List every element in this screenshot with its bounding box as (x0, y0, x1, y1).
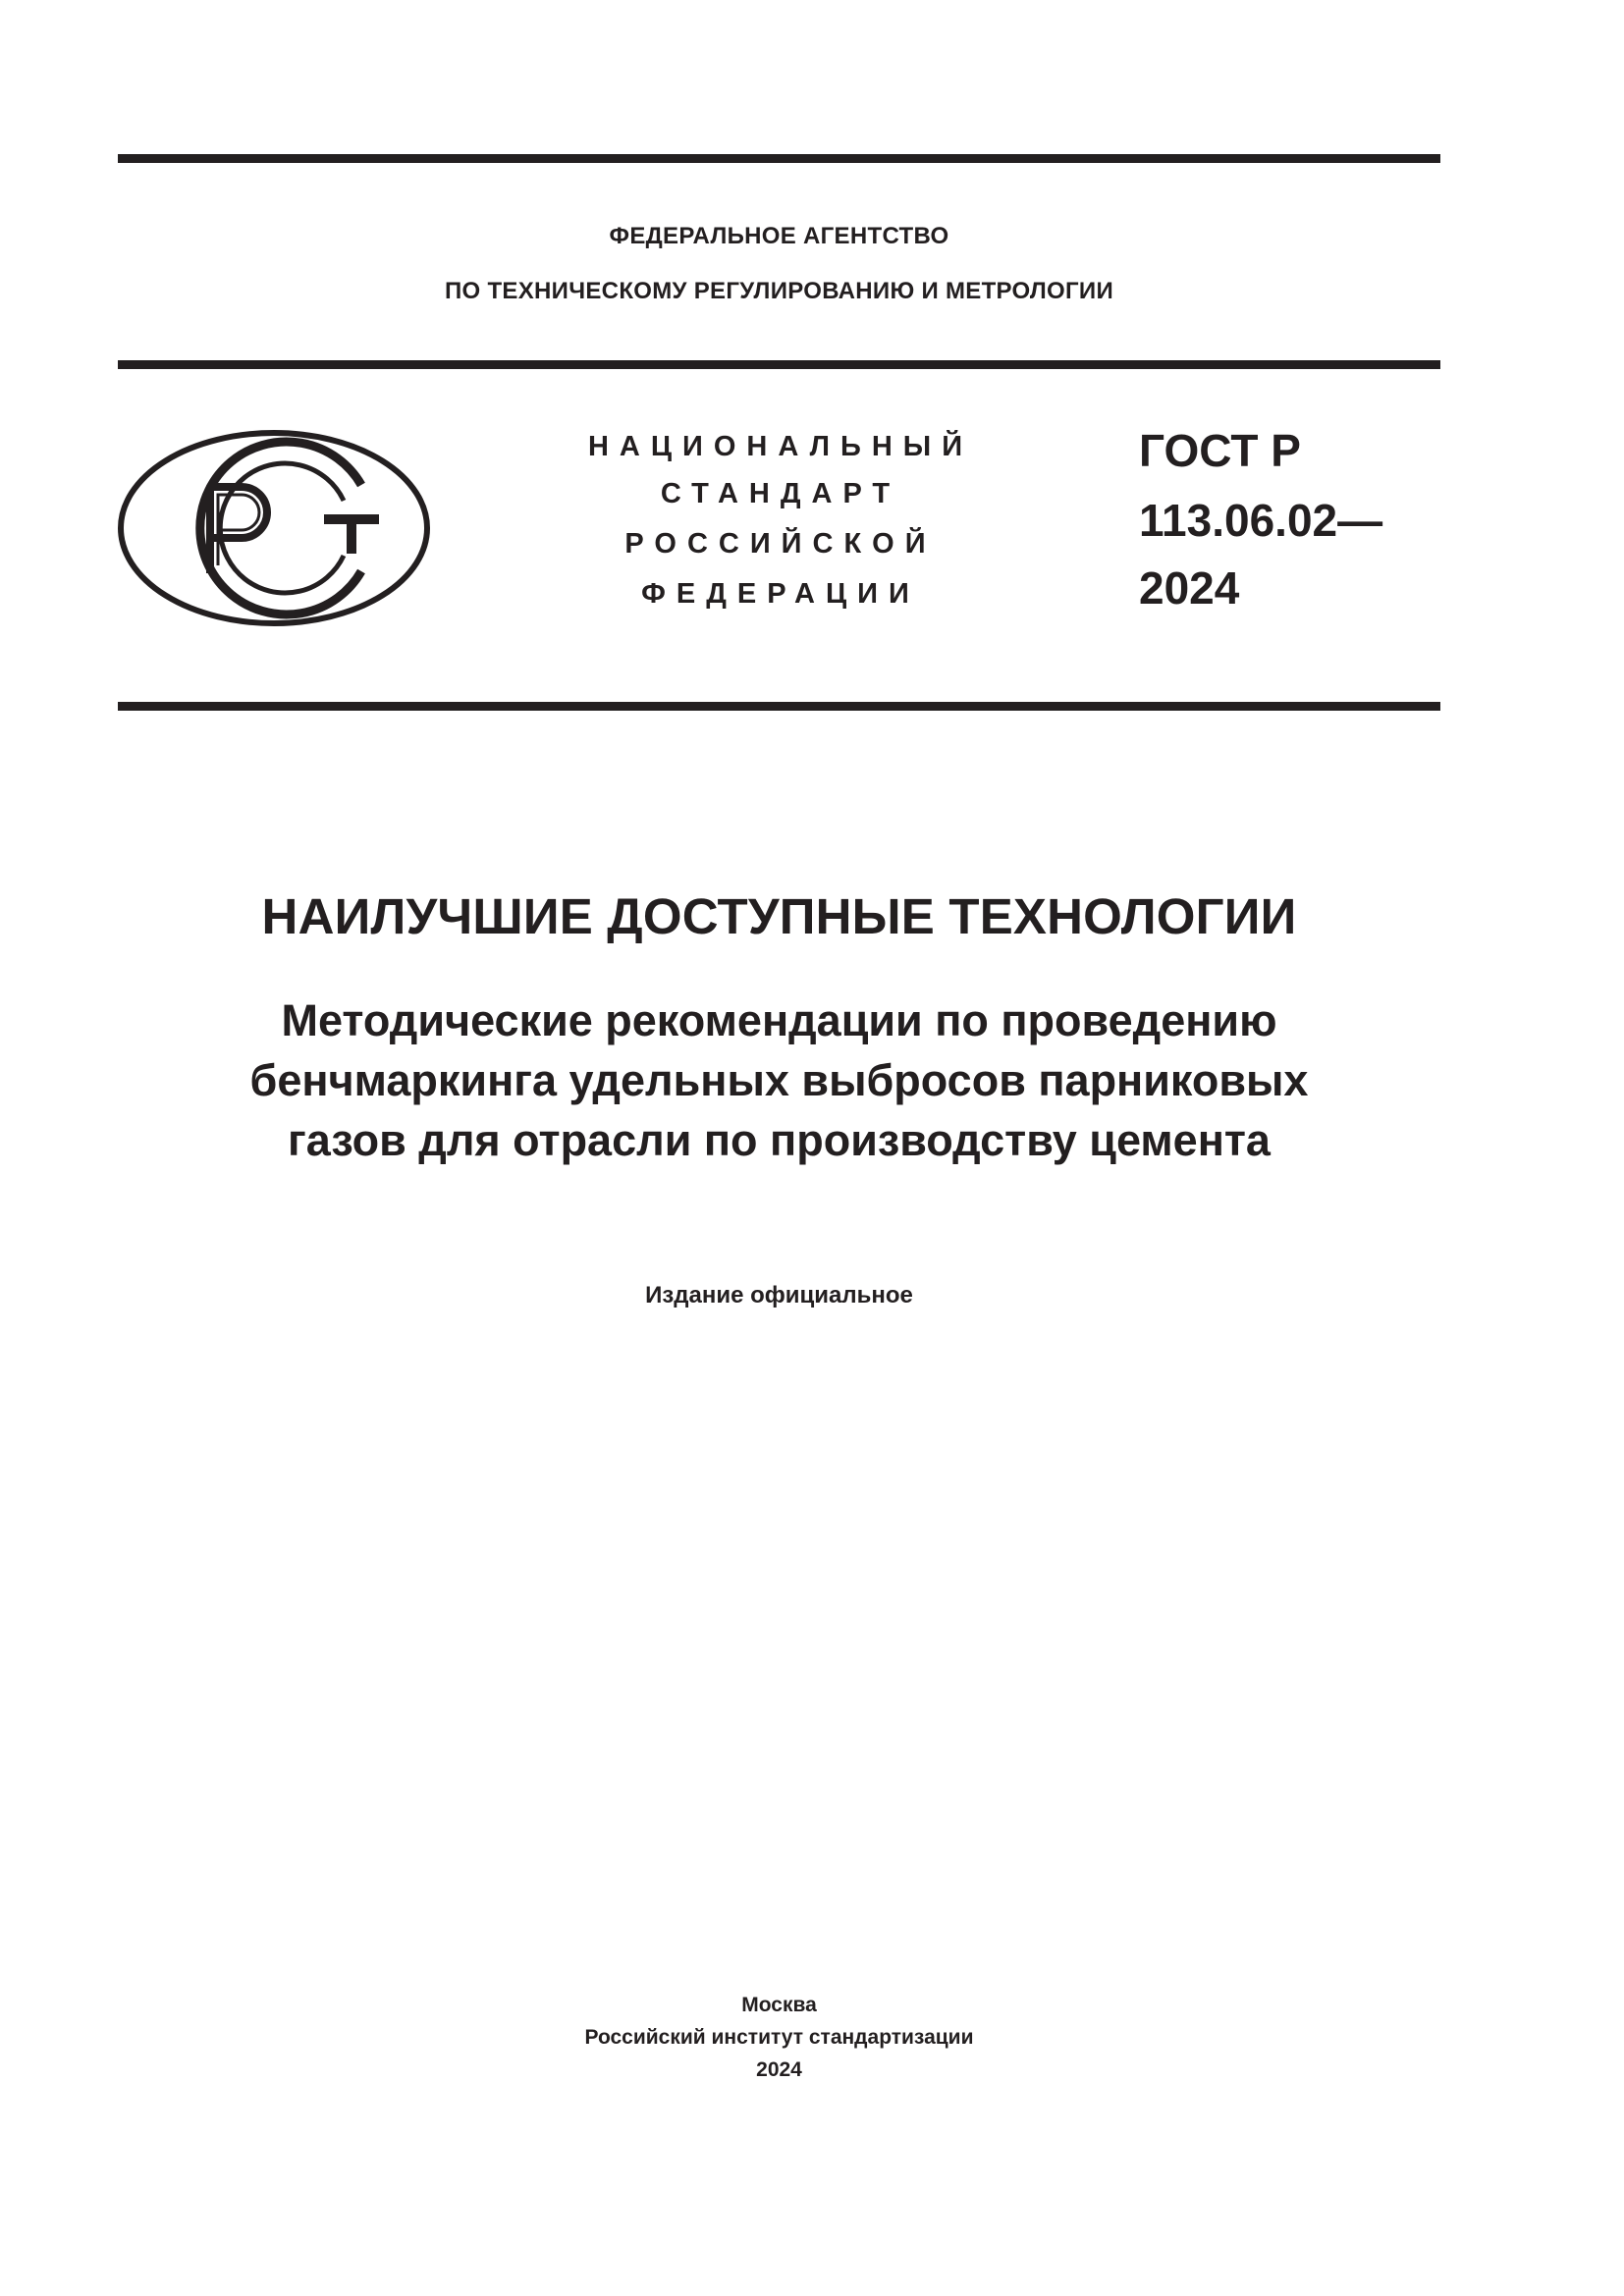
standard-designation-line-1: ГОСТ Р (1139, 425, 1301, 476)
document-subtitle-line-3: газов для отрасли по производству цемента (288, 1115, 1271, 1165)
document-subtitle-line-2: бенчмаркинга удельных выбросов парниковых (249, 1055, 1309, 1105)
standard-designation-line-2: 113.06.02— (1139, 495, 1383, 546)
standard-type-line-3: РОССИЙСКОЙ (624, 528, 937, 560)
imprint-city: Москва (741, 1994, 817, 2016)
standard-designation-line-3: 2024 (1139, 562, 1240, 614)
bottom-rule (118, 702, 1440, 711)
document-title: НАИЛУЧШИЕ ДОСТУПНЫЕ ТЕХНОЛОГИИ (261, 888, 1297, 944)
imprint-year: 2024 (756, 2058, 802, 2081)
rst-certification-mark-icon (116, 428, 432, 628)
agency-name-line-1: ФЕДЕРАЛЬНОЕ АГЕНТСТВО (609, 223, 949, 249)
middle-rule (118, 360, 1440, 369)
standard-type-line-4: ФЕДЕРАЦИИ (641, 578, 920, 610)
imprint-publisher: Российский институт стандартизации (584, 2026, 974, 2049)
standard-type-line-2: СТАНДАРТ (660, 478, 901, 509)
standard-type-line-1: НАЦИОНАЛЬНЫЙ (587, 431, 974, 462)
document-subtitle-line-1: Методические рекомендации по проведению (281, 995, 1277, 1045)
edition-note: Издание официальное (645, 1282, 913, 1308)
agency-name-line-2: ПО ТЕХНИЧЕСКОМУ РЕГУЛИРОВАНИЮ И МЕТРОЛОГИИ (444, 278, 1114, 304)
top-rule (118, 154, 1440, 163)
